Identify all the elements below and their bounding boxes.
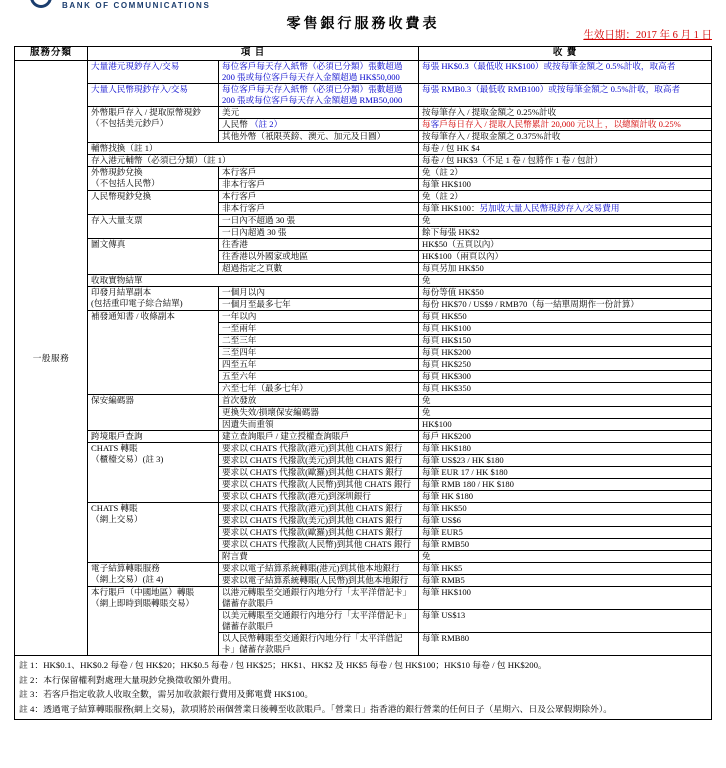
item-name-cell: 圖文傳真 — [88, 239, 219, 275]
fee-cell: 每筆 RMB5 — [419, 575, 712, 587]
table-row — [15, 84, 712, 107]
fee-cell: HK$50（五頁以內） — [419, 239, 712, 251]
fee-cell: 每筆 US$6 — [419, 515, 712, 527]
item-detail-cell: 往香港以外國家或地區 — [219, 251, 419, 263]
fee-cell: 每頁 HK$200 — [419, 347, 712, 359]
item-detail-cell: 其他外幣（衹限英鎊、澳元、加元及日圓） — [219, 131, 419, 143]
item-detail-cell: 要求以 CHATS 代撥款(人民幣)到其他 CHATS 銀行 — [219, 539, 419, 551]
fee-cell: 免 — [419, 275, 712, 287]
text-segment: 每 — [422, 119, 431, 129]
fee-cell: 每筆 HK$5 — [419, 563, 712, 575]
item-detail-cell: 建立查詢賬戶 / 建立授權查詢賬戶 — [219, 431, 419, 443]
item-detail-cell: 四至五年 — [219, 359, 419, 371]
item-detail-cell: 一年以內 — [219, 311, 419, 323]
item-detail-cell: 一個月至最多七年 — [219, 299, 419, 311]
fee-cell: 每份 HK$70 / US$9 / RMB70（每一結單周期作一份計算） — [419, 299, 712, 311]
item-detail-cell: 非本行客戶 — [219, 203, 419, 215]
text-segment: 客 — [430, 119, 440, 129]
fee-cell: 每卷 / 包 HK $4 — [419, 143, 712, 155]
item-name-cell: 收取實物結單 — [88, 275, 419, 287]
fee-cell: 免 — [419, 215, 712, 227]
item-detail-cell: 一至兩年 — [219, 323, 419, 335]
table-row — [15, 275, 712, 287]
fee-cell: 每筆 HK $180 — [419, 491, 712, 503]
footnotes-box — [14, 655, 712, 720]
text-segment: 另加收大量人民幣現鈔存入/交易費用 — [479, 203, 620, 213]
note-line: 註 2：本行保留權利對處理大量現鈔兌換徵收額外費用。 — [19, 674, 237, 685]
fee-cell: 每頁 HK$300 — [419, 371, 712, 383]
item-detail-cell: 以港元轉賬至交通銀行內地分行「太平洋借記卡」儲蓄存款賬戶 — [219, 587, 419, 610]
fee-cell — [419, 84, 712, 107]
item-name-cell: 大量港元現鈔存入/交易 — [88, 61, 219, 84]
item-name-cell: 人民幣現鈔兌換 — [88, 191, 219, 215]
table-row — [15, 107, 712, 119]
table-row — [15, 143, 712, 155]
item-name-cell: 存入大量支票 — [88, 215, 219, 239]
table-row — [15, 239, 712, 251]
page-title: 零售銀行服務收費表 — [286, 17, 440, 32]
table-row — [15, 311, 712, 323]
item-detail-cell: 首次發放 — [219, 395, 419, 407]
fee-cell: 免 — [419, 551, 712, 563]
fee-cell: 每筆 HK$100 — [419, 587, 712, 610]
text-segment: 每位客戶每天存入紙幣（必須已分類）張數超過 200 張或每位客戶每天存入金額超過 RMB50,000 — [222, 84, 403, 105]
fee-cell: 免 — [419, 407, 712, 419]
item-detail-cell: 美元 — [219, 107, 419, 119]
table-row — [15, 155, 712, 167]
fee-cell: 餘下每張 HK$2 — [419, 227, 712, 239]
fee-cell: 每筆 RMB 180 / HK $180 — [419, 479, 712, 491]
table-row — [15, 61, 712, 84]
item-detail-cell: 因遺失而重領 — [219, 419, 419, 431]
fee-cell: 每筆 HK$180 — [419, 443, 712, 455]
item-detail-cell — [219, 119, 419, 131]
item-detail-cell: 一日內超過 30 張 — [219, 227, 419, 239]
fee-cell — [419, 119, 712, 131]
fee-cell: 免（註 2） — [419, 191, 712, 203]
item-name-cell: 本行賬戶（中國地區）轉賬 （網上即時到賬轉賬交易） — [88, 587, 219, 656]
fee-cell: 每頁 HK$150 — [419, 335, 712, 347]
text-segment: 每張 RMB0.3（最低收 RMB100）或按每筆金額之 0.5%計收，取高者 — [422, 84, 681, 94]
fee-cell: 每筆 HK$100 — [419, 179, 712, 191]
fee-cell: 每頁 HK$350 — [419, 383, 712, 395]
col-header-item: 項 目 — [88, 47, 419, 61]
item-name-cell: 存入港元輔幣（必須已分類）（註 1） — [88, 155, 419, 167]
item-detail-cell: 要求以 CHATS 代撥款(人民幣)到其他 CHATS 銀行 — [219, 479, 419, 491]
item-detail-cell: 要求以 CHATS 代撥款(美元)到其他 CHATS 銀行 — [219, 515, 419, 527]
item-detail-cell: 附言費 — [219, 551, 419, 563]
fee-cell — [419, 61, 712, 84]
note-line: 註 1：HK$0.1、HK$0.2 每卷 / 包 HK$20；HK$0.5 每卷 / 包 HK$25；HK$1、HK$2 及 HK$5 每卷 / 包 HK$100；HK$10 每卷 / 包 HK$200。 — [19, 660, 547, 670]
item-detail-cell: 以人民幣轉賬至交通銀行內地分行「太平洋借記卡」儲蓄存款賬戶 — [219, 633, 419, 656]
fee-cell: 每筆 US$13 — [419, 610, 712, 633]
item-name-cell: 補發通知書 / 收條副本 — [88, 311, 219, 395]
item-name-cell: 輔幣找換（註 1） — [88, 143, 419, 155]
effective-date: 生效日期：2017 年 6 月 1 日 — [583, 30, 712, 41]
table-row — [15, 395, 712, 407]
item-detail-cell: 更換失效/損壞保安編碼器 — [219, 407, 419, 419]
item-detail-cell — [219, 84, 419, 107]
item-detail-cell: 六至七年（最多七年） — [219, 383, 419, 395]
item-detail-cell: 要求以 CHATS 代撥款(港元)到其他 CHATS 銀行 — [219, 503, 419, 515]
fee-cell: 每筆 RMB50 — [419, 539, 712, 551]
item-name-cell: 大量人民幣現鈔存入/交易 — [88, 84, 219, 107]
table-row — [15, 563, 712, 575]
item-name-cell: 外幣現鈔兌換 （不包括人民幣） — [88, 167, 219, 191]
fee-cell: 每頁 HK$50 — [419, 311, 712, 323]
fee-cell: HK$100（兩頁以內） — [419, 251, 712, 263]
note-line: 註 4：透過電子結算轉賬服務(網上交易)，款項將於兩個營業日後轉至收款賬戶。「營業日」指香港的銀行營業的任何日子（星期六、日及公眾假期除外）。 — [19, 703, 613, 714]
text-segment: 每張 HK$0.3（最低收 HK$100）或按每筆金額之 0.5%計收，取高者 — [422, 61, 676, 71]
table-row — [15, 503, 712, 515]
fee-cell: 按每筆存入 / 提取金額之 0.375%計收 — [419, 131, 712, 143]
fee-cell — [419, 203, 712, 215]
item-detail-cell: 一個月以內 — [219, 287, 419, 299]
fee-cell: 每頁 HK$100 — [419, 323, 712, 335]
item-detail-cell: 要求以 CHATS 代撥款(美元)到其他 CHATS 銀行 — [219, 455, 419, 467]
fee-cell: 每頁另加 HK$50 — [419, 263, 712, 275]
fee-cell: 每筆 EUR 17 / HK $180 — [419, 467, 712, 479]
item-detail-cell: 以美元轉賬至交通銀行內地分行「太平洋借記卡」儲蓄存款賬戶 — [219, 610, 419, 633]
col-header-fee: 收 費 — [419, 47, 712, 61]
fee-cell: 每筆 HK$50 — [419, 503, 712, 515]
item-detail-cell: 要求以 CHATS 代撥款(歐羅)到其他 CHATS 銀行 — [219, 527, 419, 539]
table-header-row — [15, 47, 712, 61]
table-row — [15, 287, 712, 299]
fee-cell: 每卷 / 包 HK$3（不足 1 卷 / 包將作 1 卷 / 包計） — [419, 155, 712, 167]
bank-name: BANK OF COMMUNICATIONS — [62, 1, 211, 10]
item-detail-cell: 要求以 CHATS 代撥款(港元)到深圳銀行 — [219, 491, 419, 503]
item-name-cell: CHATS 轉賬 （櫃檯交易）(註 3) — [88, 443, 219, 503]
item-detail-cell: 三至四年 — [219, 347, 419, 359]
item-detail-cell — [219, 61, 419, 84]
fee-cell: 按每筆存入 / 提取金額之 0.25%計收 — [419, 107, 712, 119]
item-detail-cell: 要求以 CHATS 代撥款(港元)到其他 CHATS 銀行 — [219, 443, 419, 455]
item-detail-cell: 要求以 CHATS 代撥款(歐羅)到其他 CHATS 銀行 — [219, 467, 419, 479]
text-segment: 每位客戶每天存入紙幣（必須已分類）張數超過 200 張或每位客戶每天存入金額超過 HK$50,000 — [222, 61, 403, 82]
fee-table-body — [15, 61, 712, 656]
item-name-cell: 外幣賬戶存入 / 提取原幣現鈔 （不包括美元鈔戶） — [88, 107, 219, 143]
fee-cell: 每份等值 HK$50 — [419, 287, 712, 299]
table-row — [15, 431, 712, 443]
item-detail-cell: 本行客戶 — [219, 167, 419, 179]
item-name-cell: 跨境賬戶查詢 — [88, 431, 219, 443]
item-detail-cell: 超過指定之頁數 — [219, 263, 419, 275]
table-row — [15, 167, 712, 179]
col-header-category: 服務分類 — [15, 47, 88, 61]
item-name-cell: 電子結算轉賬服務 （網上交易）(註 4) — [88, 563, 219, 587]
item-detail-cell: 一日內不超過 30 張 — [219, 215, 419, 227]
fee-cell: HK$100 — [419, 419, 712, 431]
item-detail-cell: 要求以電子結算系統轉賬(人民幣)到其他本地銀行 — [219, 575, 419, 587]
fee-cell: 每筆 RMB80 — [419, 633, 712, 656]
fee-cell: 每筆 US$23 / HK $180 — [419, 455, 712, 467]
item-detail-cell: 二至三年 — [219, 335, 419, 347]
item-name-cell: CHATS 轉賬 （網上交易） — [88, 503, 219, 563]
item-name-cell: 印發月結單副本 (包括重印電子綜合結單) — [88, 287, 219, 311]
item-detail-cell: 非本行客戶 — [219, 179, 419, 191]
table-row — [15, 215, 712, 227]
item-detail-cell: 本行客戶 — [219, 191, 419, 203]
text-segment: （註 2） — [249, 119, 283, 129]
text-segment: 人民幣 — [222, 119, 250, 129]
fee-cell: 免 — [419, 395, 712, 407]
table-row — [15, 443, 712, 455]
item-name-cell: 保安編碼器 — [88, 395, 219, 431]
item-detail-cell: 往香港 — [219, 239, 419, 251]
bank-logo-icon — [30, 0, 52, 8]
item-detail-cell: 五至六年 — [219, 371, 419, 383]
text-segment: 戶每日存入 / 提取人民幣累計 20,000 元以上 ，以總額計收 0.25% — [439, 119, 681, 129]
fee-cell: 每戶 HK$200 — [419, 431, 712, 443]
fee-cell: 每頁 HK$250 — [419, 359, 712, 371]
fee-cell: 每筆 EUR5 — [419, 527, 712, 539]
fee-table — [14, 46, 712, 656]
text-segment: 每筆 HK$100： — [422, 203, 480, 213]
page-header — [0, 0, 726, 46]
table-row — [15, 587, 712, 610]
category-cell: 一般服務 — [15, 61, 88, 656]
item-detail-cell: 要求以電子結算系統轉賬(港元)到其他本地銀行 — [219, 563, 419, 575]
note-line: 註 3：若客戶指定收款人收取全數，需另加收款銀行費用及郵電費 HK$100。 — [19, 689, 314, 699]
table-row — [15, 191, 712, 203]
fee-cell: 免（註 2） — [419, 167, 712, 179]
